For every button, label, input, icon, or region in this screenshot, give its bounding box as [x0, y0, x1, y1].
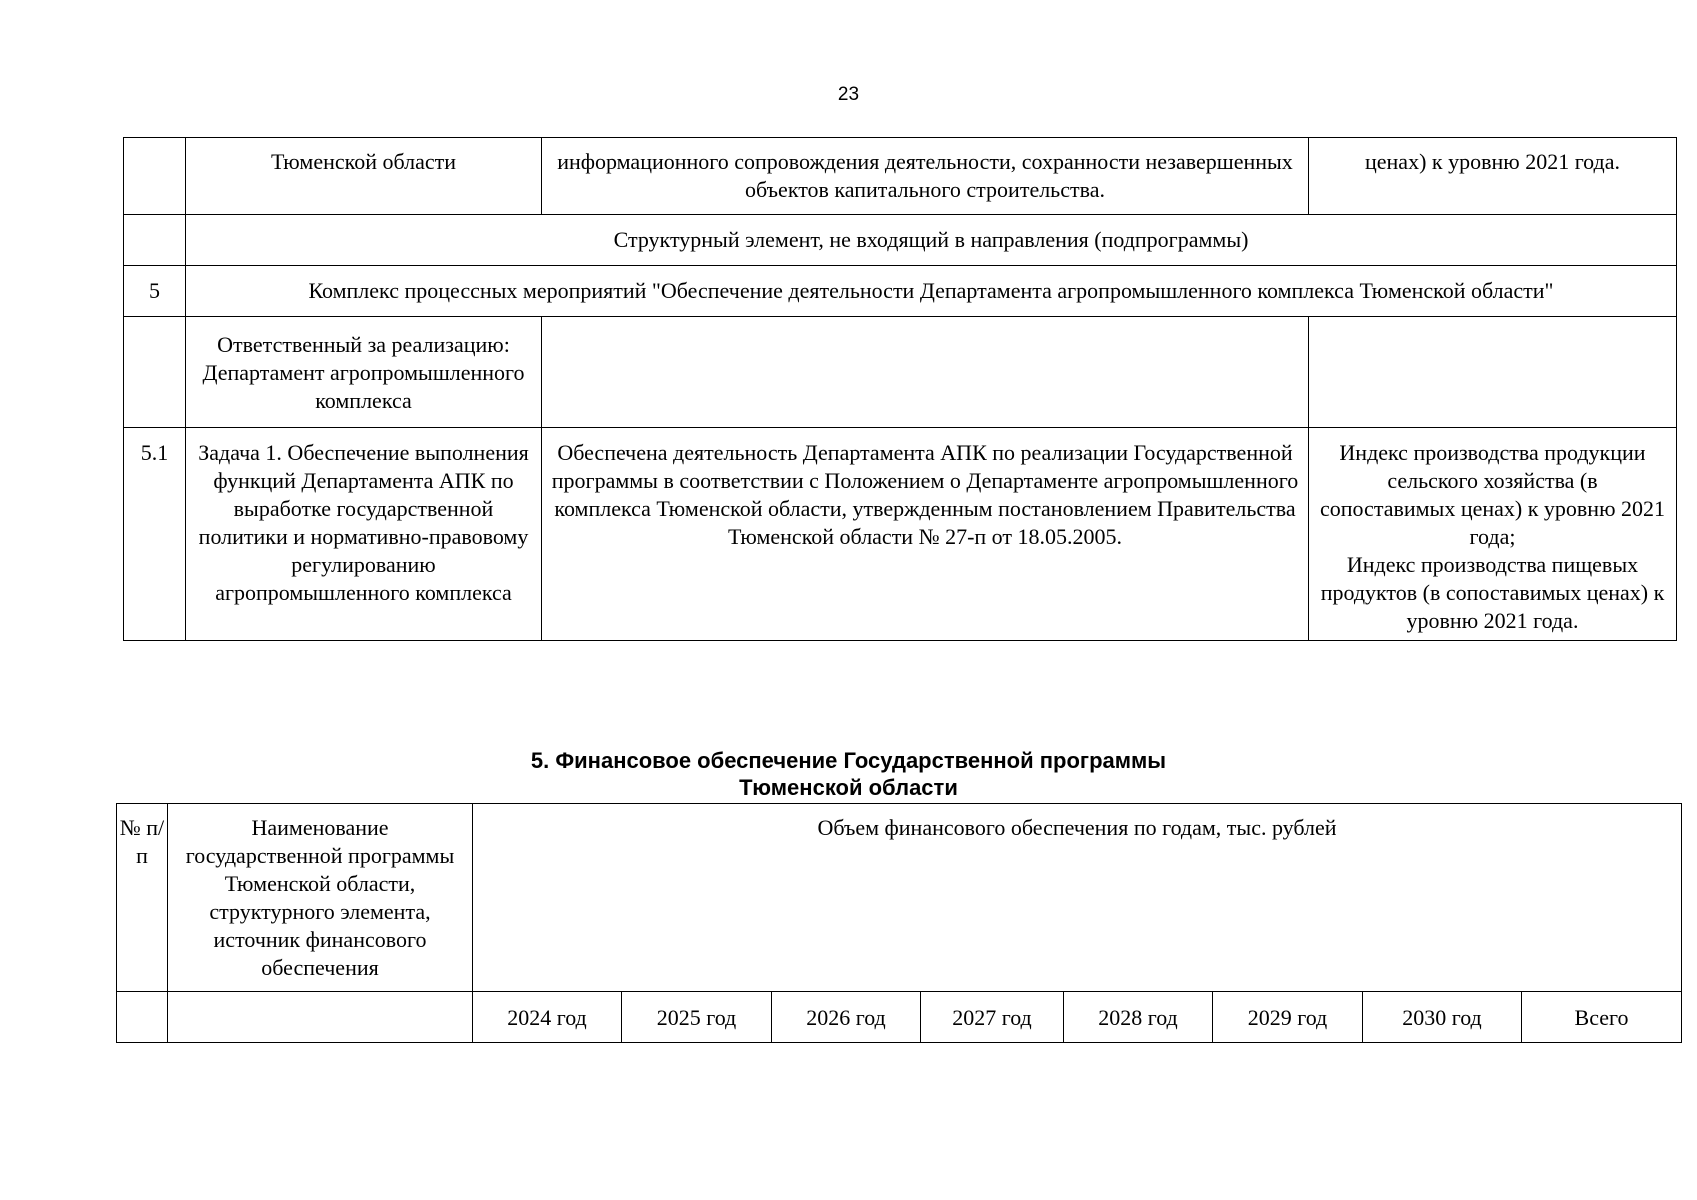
year-2030: 2030 год	[1363, 992, 1522, 1043]
year-2028: 2028 год	[1064, 992, 1213, 1043]
element-description: информационного сопровождения деятельности, сохранности незавершенных объектов капитального строительства.	[542, 138, 1309, 215]
element-indicator	[1309, 317, 1677, 428]
row-number	[124, 215, 186, 266]
table-row	[124, 138, 1677, 215]
financing-table	[116, 803, 1682, 1043]
header-name: Наименование государственной программы Тюменской области, структурного элемента, источник финансового обеспечения	[168, 804, 473, 992]
section-title-line2: Тюменской области	[739, 775, 958, 800]
task-description: Обеспечена деятельность Департамента АПК по реализации Государственной программы в соответствии с Положением о Департаменте агропромышленного комплекса Тюменской области, утвержденным постановлением Правительства Тюменской области № 27-п от 18.05.2005.	[542, 428, 1309, 641]
empty-cell	[117, 992, 168, 1043]
section-title-line1: 5. Финансовое обеспечение Государственной программы	[530, 748, 1167, 773]
task-name: Задача 1. Обеспечение выполнения функций Департамента АПК по выработке государственной политики и нормативно-правовому регулированию агропромышленного комплекса	[186, 428, 542, 641]
year-2024: 2024 год	[473, 992, 622, 1043]
structural-element-heading: Структурный элемент, не входящий в направления (подпрограммы)	[186, 215, 1677, 266]
total-column: Всего	[1522, 992, 1682, 1043]
row-number: 5.1	[124, 428, 186, 641]
year-2026: 2026 год	[772, 992, 921, 1043]
table-row	[124, 266, 1677, 317]
table-header-row	[117, 804, 1682, 992]
measures-table	[123, 137, 1677, 641]
element-indicator: ценах) к уровню 2021 года.	[1309, 138, 1677, 215]
header-volume: Объем финансового обеспечения по годам, тыс. рублей	[473, 804, 1682, 992]
row-number: 5	[124, 266, 186, 317]
element-description	[542, 317, 1309, 428]
year-2029: 2029 год	[1213, 992, 1363, 1043]
year-2027: 2027 год	[921, 992, 1064, 1043]
table-row	[124, 215, 1677, 266]
indicator-agriculture: Индекс производства продукции сельского хозяйства (в сопоставимых ценах) к уровню 2021 года;	[1319, 440, 1666, 549]
element-name: Тюменской области	[186, 138, 542, 215]
row-number	[124, 138, 186, 215]
section-title	[0, 747, 1697, 801]
row-number	[124, 317, 186, 428]
complex-title: Комплекс процессных мероприятий "Обеспечение деятельности Департамента агропромышленного комплекса Тюменской области"	[186, 266, 1677, 317]
years-row	[117, 992, 1682, 1043]
task-indicators	[1309, 428, 1677, 641]
year-2025: 2025 год	[622, 992, 772, 1043]
table-row	[124, 428, 1677, 641]
indicator-food: Индекс производства пищевых продуктов (в сопоставимых ценах) к уровню 2021 года.	[1320, 552, 1665, 633]
page-number: 23	[837, 84, 860, 105]
empty-cell	[168, 992, 473, 1043]
table-row	[124, 317, 1677, 428]
responsible-party: Ответственный за реализацию: Департамент агропромышленного комплекса	[186, 317, 542, 428]
header-number: № п/п	[117, 804, 168, 992]
